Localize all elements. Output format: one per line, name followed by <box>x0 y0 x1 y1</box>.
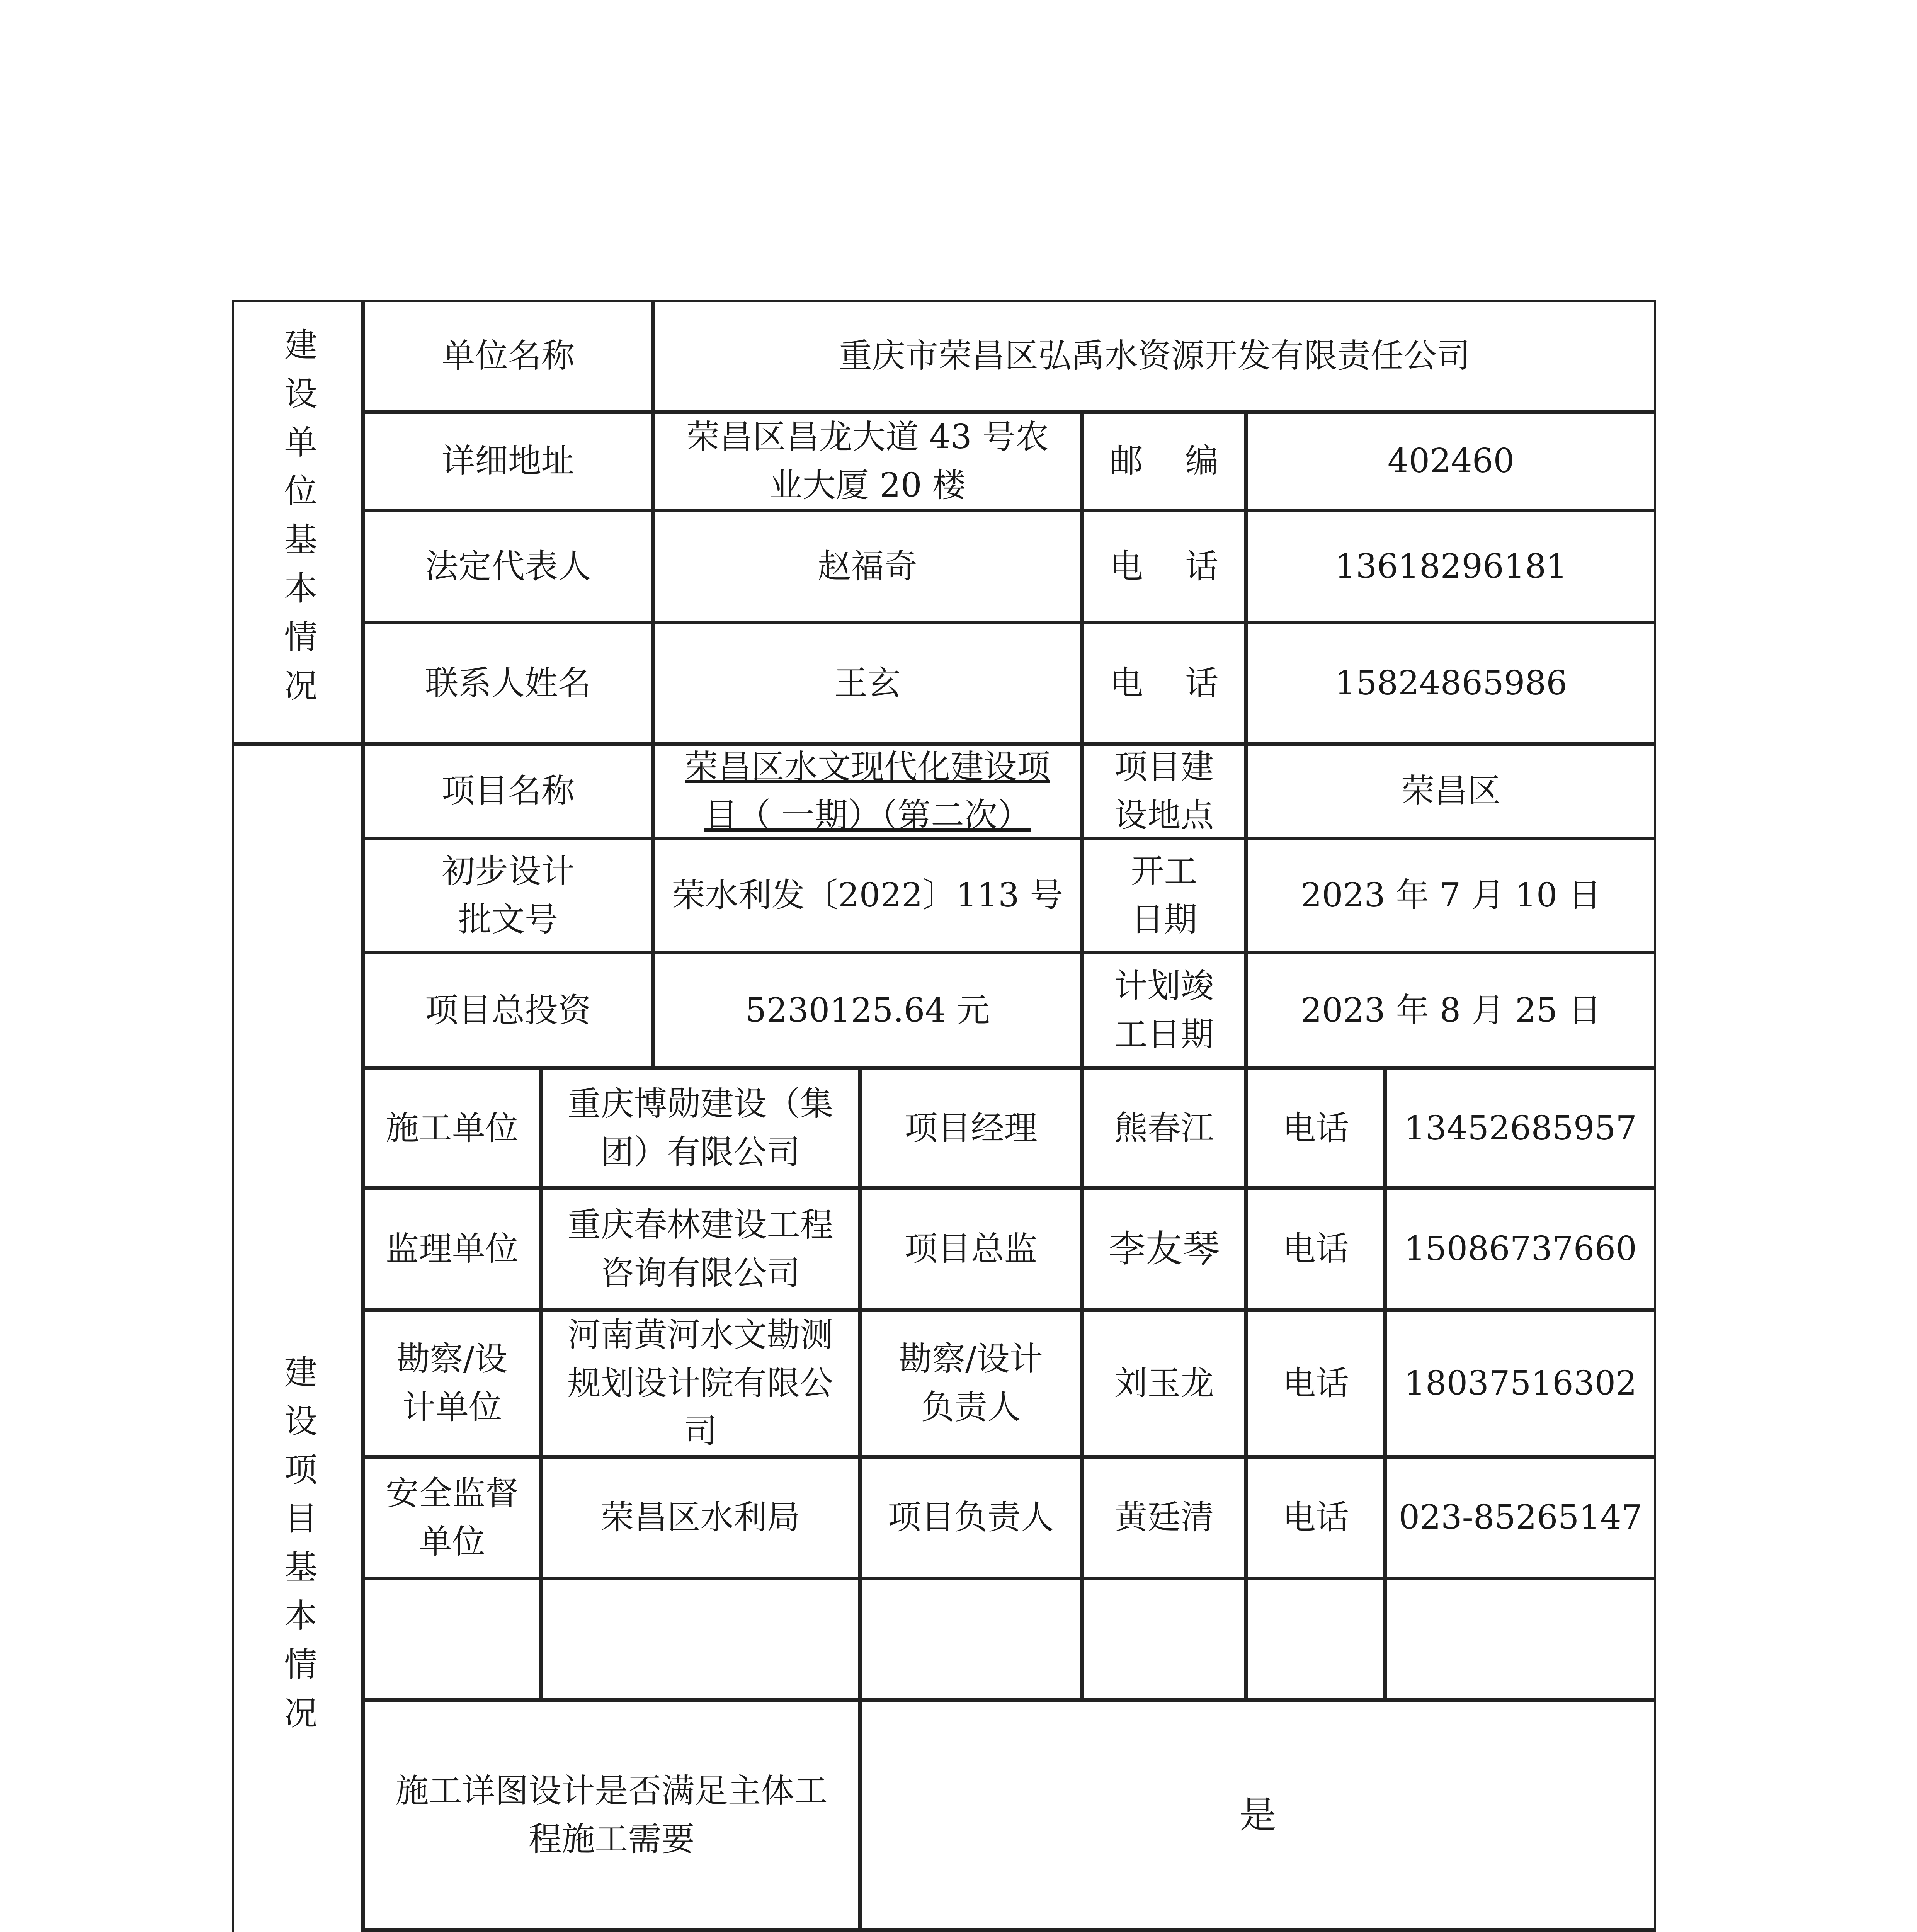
empty-cell <box>1246 1578 1385 1700</box>
approval-label: 初步设计批文号 <box>363 838 653 952</box>
project-name-label: 项目名称 <box>363 744 653 838</box>
empty-cell <box>541 1578 860 1700</box>
party-person-role: 项目负责人 <box>860 1457 1082 1578</box>
start-date-label: 开工日期 <box>1082 838 1246 952</box>
address-value: 荣昌区昌龙大道 43 号农业大厦 20 楼 <box>653 412 1082 510</box>
party-phone-label: 电话 <box>1246 1457 1385 1578</box>
party-role: 安全监督单位 <box>363 1457 541 1578</box>
contact-label: 联系人姓名 <box>363 622 653 744</box>
project-name-value: 荣昌区水文现代化建设项目（ 一期）（第二次） <box>653 744 1082 838</box>
party-phone: 13452685957 <box>1385 1068 1656 1188</box>
party-person-role: 项目经理 <box>860 1068 1082 1188</box>
postcode-label: 邮 编 <box>1082 412 1246 510</box>
legal-rep-phone-label: 电 话 <box>1082 510 1246 622</box>
party-phone-label: 电话 <box>1246 1310 1385 1457</box>
address-label: 详细地址 <box>363 412 653 510</box>
start-date-value: 2023 年 7 月 10 日 <box>1246 838 1656 952</box>
contact-phone-label: 电 话 <box>1082 622 1246 744</box>
investment-label: 项目总投资 <box>363 952 653 1068</box>
party-name: 重庆春林建设工程咨询有限公司 <box>541 1188 860 1310</box>
postcode-value: 402460 <box>1246 412 1656 510</box>
prep-label <box>363 1930 541 1932</box>
approval-value: 荣水利发〔2022〕113 号 <box>653 838 1082 952</box>
prep-value <box>541 1930 1656 1932</box>
finish-date-value: 2023 年 8 月 25 日 <box>1246 952 1656 1068</box>
legal-rep-value: 赵福奇 <box>653 510 1082 622</box>
empty-cell <box>363 1578 541 1700</box>
legal-rep-label: 法定代表人 <box>363 510 653 622</box>
unit-section-header: 建设单位基本情况 <box>232 300 363 744</box>
party-person: 刘玉龙 <box>1082 1310 1246 1457</box>
empty-cell <box>860 1578 1082 1700</box>
party-role: 勘察/设计单位 <box>363 1310 541 1457</box>
location-label: 项目建设地点 <box>1082 744 1246 838</box>
party-name: 河南黄河水文勘测规划设计院有限公司 <box>541 1310 860 1457</box>
legal-rep-phone-value: 13618296181 <box>1246 510 1656 622</box>
contact-value: 王玄 <box>653 622 1082 744</box>
party-phone: 023-85265147 <box>1385 1457 1656 1578</box>
finish-date-label: 计划竣工日期 <box>1082 952 1246 1068</box>
party-person-role: 项目总监 <box>860 1188 1082 1310</box>
empty-cell <box>1385 1578 1656 1700</box>
party-person: 黄廷清 <box>1082 1457 1246 1578</box>
party-phone: 18037516302 <box>1385 1310 1656 1457</box>
party-phone: 15086737660 <box>1385 1188 1656 1310</box>
party-phone-label: 电话 <box>1246 1188 1385 1310</box>
project-section-header: 建设项目基本情况 <box>232 744 363 1932</box>
party-name: 荣昌区水利局 <box>541 1457 860 1578</box>
unit-name-value: 重庆市荣昌区弘禹水资源开发有限责任公司 <box>653 300 1656 412</box>
contact-phone-value: 15824865986 <box>1246 622 1656 744</box>
party-role: 监理单位 <box>363 1188 541 1310</box>
empty-cell <box>1082 1578 1246 1700</box>
unit-name-label: 单位名称 <box>363 300 653 412</box>
design-question-label: 施工详图设计是否满足主体工程施工需要 <box>363 1700 860 1930</box>
party-person-role: 勘察/设计负责人 <box>860 1310 1082 1457</box>
investment-value: 5230125.64 元 <box>653 952 1082 1068</box>
location-value: 荣昌区 <box>1246 744 1656 838</box>
party-name: 重庆博勋建设（集团）有限公司 <box>541 1068 860 1188</box>
party-phone-label: 电话 <box>1246 1068 1385 1188</box>
party-person: 李友琴 <box>1082 1188 1246 1310</box>
party-role: 施工单位 <box>363 1068 541 1188</box>
design-question-answer: 是 <box>860 1700 1656 1930</box>
party-person: 熊春江 <box>1082 1068 1246 1188</box>
